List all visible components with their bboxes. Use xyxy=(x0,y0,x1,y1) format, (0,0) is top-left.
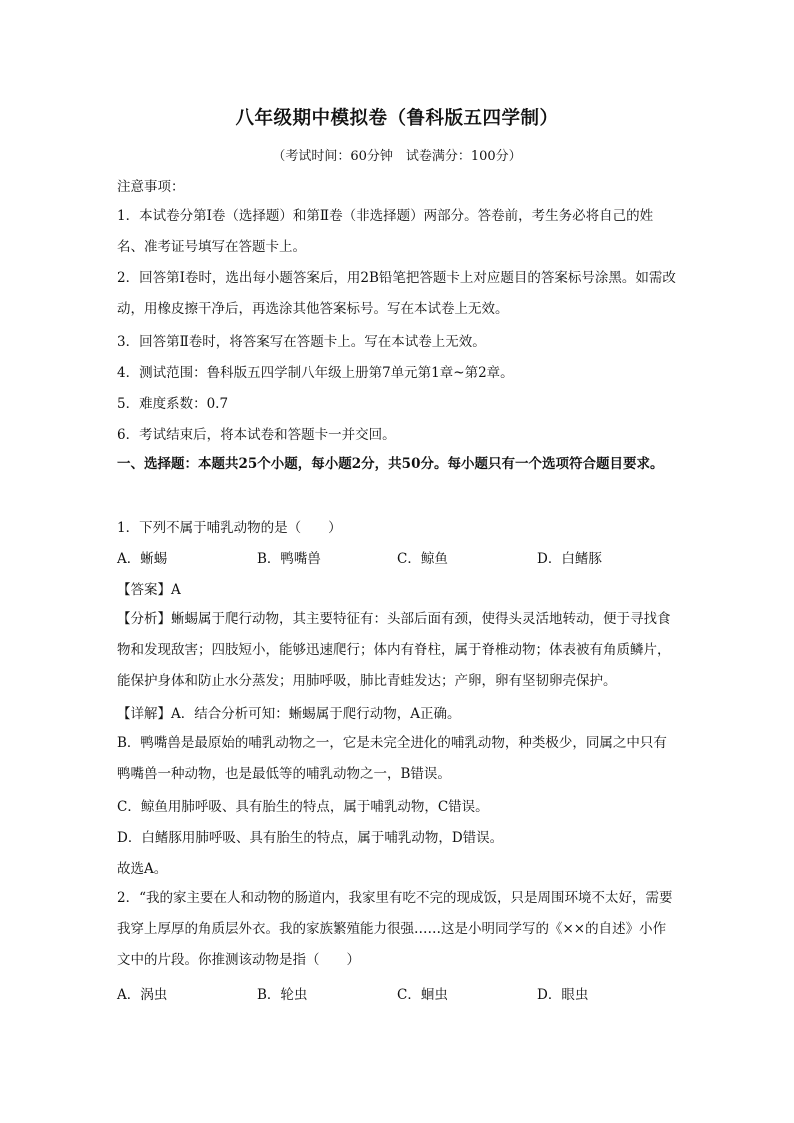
question-1-detail-c: C．鲸鱼用肺呼吸、具有胎生的特点，属于哺乳动物，C错误。 xyxy=(117,799,489,815)
note-item-4: 4．测试范围：鲁科版五四学制八年级上册第7单元第1章~第2章。 xyxy=(117,365,514,381)
question-1-detail-d: D．白鳍豚用肺呼吸、具有胎生的特点，属于哺乳动物，D错误。 xyxy=(117,830,504,846)
question-1-analysis: 【分析】蜥蜴属于爬行动物，其主要特征有：头部后面有颈，使得头灵活地转动，便于寻找食物和发现敌害；四肢短小，能够迅速爬行；体内有脊柱，属于脊椎动物；体表被有角质鳞片，能保护身体和防止水分蒸发；用肺呼吸，肺比青蛙发达；产卵，卵有坚韧卵壳保护。 xyxy=(117,611,671,689)
question-1-option-a: A．蜥蜴 xyxy=(117,551,168,567)
question-1-option-d: D．白鳍豚 xyxy=(537,551,602,567)
note-item-6: 6．考试结束后，将本试卷和答题卡一并交回。 xyxy=(117,427,396,443)
exam-info: （考试时间：60分钟 试卷满分：100分） xyxy=(272,149,522,164)
question-1-detail-a: 【详解】A．结合分析可知：蜥蜴属于爬行动物，A正确。 xyxy=(117,706,461,722)
question-2-option-d: D．眼虫 xyxy=(537,987,589,1003)
question-2-option-b: B．轮虫 xyxy=(257,987,308,1003)
section-heading: 一、选择题：本题共25个小题，每小题2分，共50分。每小题只有一个选项符合题目要求。 xyxy=(117,456,664,472)
note-item-1: 1．本试卷分第Ⅰ卷（选择题）和第Ⅱ卷（非选择题）两部分。答卷前，考生务必将自己的姓名、准考证号填写在答题卡上。 xyxy=(117,208,654,255)
note-item-3: 3．回答第Ⅱ卷时，将答案写在答题卡上。写在本试卷上无效。 xyxy=(117,334,486,350)
question-2-option-c: C．蛔虫 xyxy=(397,987,448,1003)
question-1-option-b: B．鸭嘴兽 xyxy=(257,551,321,567)
note-item-2: 2．回答第Ⅰ卷时，选出每小题答案后，用2B铅笔把答题卡上对应题目的答案标号涂黑。如需改动，用橡皮擦干净后，再选涂其他答案标号。写在本试卷上无效。 xyxy=(117,270,676,317)
page-title: 八年级期中模拟卷（鲁科版五四学制） xyxy=(235,108,559,129)
question-1-detail-b: B．鸭嘴兽是最原始的哺乳动物之一，它是未完全进化的哺乳动物，种类极少，同属之中只有鸭嘴兽一种动物，也是最低等的哺乳动物之一，B错误。 xyxy=(117,735,667,782)
note-item-5: 5．难度系数：0.7 xyxy=(117,396,229,412)
question-1-option-c: C．鲸鱼 xyxy=(397,551,448,567)
question-2-stem: 2．“我的家主要在人和动物的肠道内，我家里有吃不完的现成饭，只是周围环境不太好，需要我穿上厚厚的角质层外衣。我的家族繁殖能力很强……这是小明同学写的《××的自述》小作文中的片段。你推测该动物是指（ ） xyxy=(117,890,673,968)
notes-heading: 注意事项： xyxy=(117,179,185,195)
question-2-option-a: A．涡虫 xyxy=(117,987,168,1003)
question-1-answer: 【答案】A xyxy=(117,582,181,598)
question-1-conclusion: 故选A。 xyxy=(117,861,168,877)
question-1-stem: 1．下列不属于哺乳动物的是（ ） xyxy=(117,520,342,536)
